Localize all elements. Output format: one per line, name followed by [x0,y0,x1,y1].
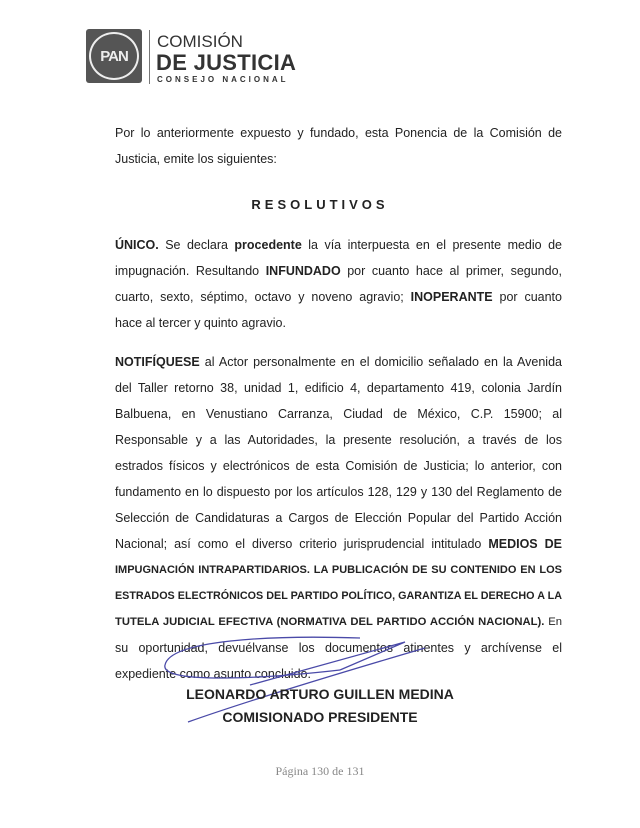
signatory-title: COMISIONADO PRESIDENTE [222,709,418,725]
text: Balbuena, en Venustiano Carranza, Ciudad de México, C.P. 15900; al [115,407,562,421]
text-line [115,559,562,585]
text: impugnación. Resultando [115,264,266,278]
text: fundamento en lo dispuesto por los artículos 128, 129 y 130 del Reglamento de [115,485,562,499]
logo-line1: COMISIÓN [157,32,243,51]
page-number: Página 130 de 131 [275,764,365,778]
bold-text: MEDIOS DE [488,537,562,551]
bold-text: INFUNDADO [265,264,341,278]
text: al Actor personalmente en el domicilio señalado en la Avenida [199,355,562,369]
bold-text: TUTELA JUDICIAL EFECTIVA (NORMATIVA DEL PARTIDO ACCIÓN NACIONAL). [115,616,545,628]
text-line [115,455,562,481]
text: su oportunidad, devuélvanse los documentos atinentes y archívense el [115,641,562,655]
text-line [115,122,562,148]
intro-paragraph [115,122,562,174]
text-line [115,260,562,286]
bold-text: ESTRADOS ELECTRÓNICOS DEL PARTIDO POLÍTICO, GARANTIZA EL DERECHO A LA [115,590,562,602]
text: Selección de Candidaturas a Cargos de Elección Popular del Partido Acción [115,511,562,525]
signatory-name: LEONARDO ARTURO GUILLEN MEDINA [186,686,454,702]
logo-divider [149,30,150,84]
text: cuarto, sexto, séptimo, octavo y noveno agravio; [115,290,411,304]
text: Por lo anteriormente expuesto y fundado, esta Ponencia de la Comisión de [115,126,562,140]
text-line [115,234,562,260]
text: hace al tercer y quinto agravio. [115,316,286,330]
text-line [115,429,562,455]
bold-text: NOTIFÍQUESE [115,355,200,369]
text-line [115,312,562,338]
text: En [544,616,562,628]
text-line [115,148,562,174]
text-line [115,286,562,312]
text-line [115,403,562,429]
text-line [115,585,562,611]
bold-text: ÚNICO. [115,238,159,252]
text-line [115,481,562,507]
logo-line2: DE JUSTICIA [156,50,297,75]
text-line [115,533,562,559]
text: por cuanto [492,290,562,304]
text: Responsable y a las Autoridades, la presente resolución, a través de los [115,433,562,447]
unico-paragraph [115,234,562,338]
text: Justicia, emite los siguientes: [115,152,277,166]
section-heading: RESOLUTIVOS [251,197,389,212]
bold-text: INOPERANTE [410,290,493,304]
text-line [115,351,562,377]
text-line [115,507,562,533]
bold-text: procedente [234,238,302,252]
text-line [115,377,562,403]
text: Nacional; así como el diverso criterio jurisprudencial intitulado [115,537,489,551]
text: por cuanto hace al primer, segundo, [340,264,563,278]
bold-text: IMPUGNACIÓN INTRAPARTIDARIOS. LA PUBLICACIÓN DE SU CONTENIDO EN LOS [115,564,562,576]
text: la vía interpuesta en el presente medio de [301,238,562,252]
logo-line3: CONSEJO NACIONAL [157,75,289,84]
text: expediente como asunto concluido. [115,667,311,681]
text: del Taller retorno 38, unidad 1, edificio 4, departamento 419, colonia Jardín [115,381,562,395]
pan-logo-icon: PAN [86,29,142,83]
text: estrados físicos y electrónicos de esta Comisión de Justicia; lo anterior, con [115,459,562,473]
text: Se declara [158,238,235,252]
